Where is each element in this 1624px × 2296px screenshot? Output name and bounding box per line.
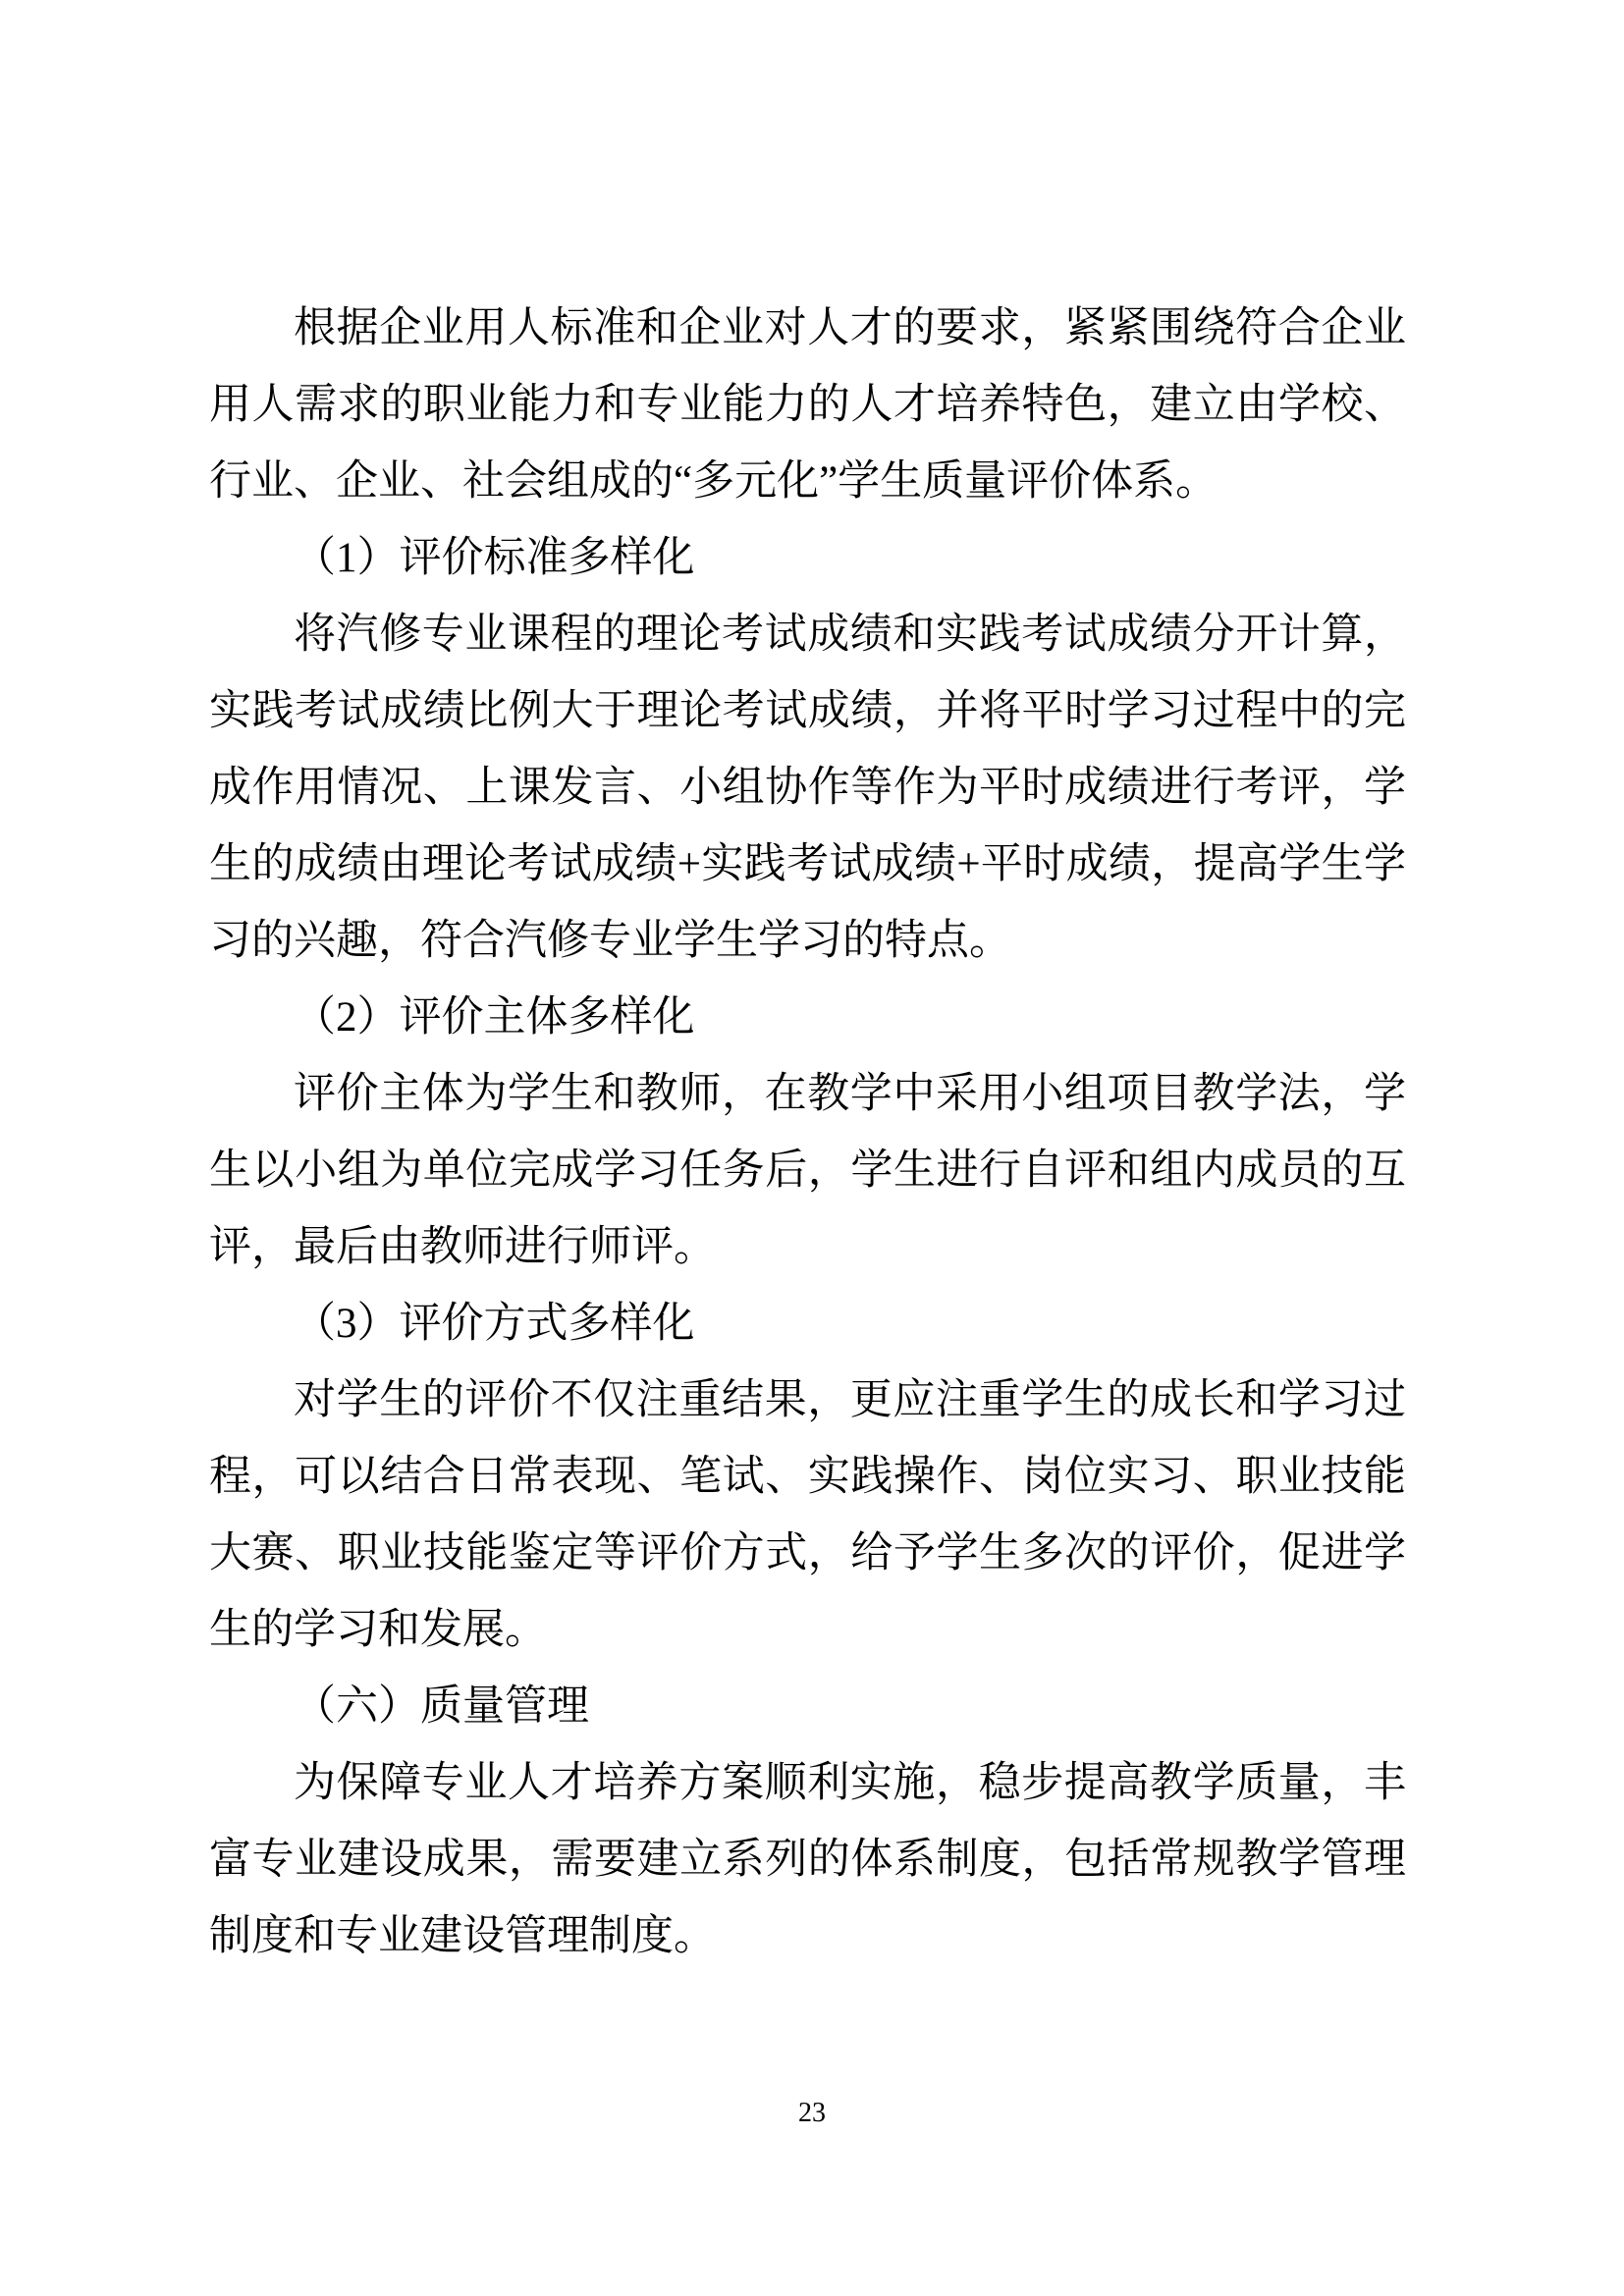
text-line: 根据企业用人标准和企业对人才的要求，紧紧围绕符合企业	[294, 305, 1406, 351]
text-line: 生以小组为单位完成学习任务后，学生进行自评和组内成员的互	[209, 1148, 1406, 1194]
text-block	[209, 291, 1406, 1975]
text-line: 大赛、职业技能鉴定等评价方式，给予学生多次的评价，促进学	[209, 1530, 1406, 1576]
section-heading: （六）质量管理	[294, 1683, 589, 1730]
page-number: 23	[798, 2098, 826, 2128]
text-line: 富专业建设成果，需要建立系列的体系制度，包括常规教学管理	[209, 1837, 1406, 1883]
text-line: 为保障专业人才培养方案顺利实施，稳步提高教学质量，丰	[294, 1760, 1406, 1806]
text-line: 习的兴趣，符合汽修专业学生学习的特点。	[209, 918, 1011, 964]
text-line: 成作用情况、上课发言、小组协作等作为平时成绩进行考评，学	[209, 765, 1406, 811]
section-heading: （2）评价主体多样化	[294, 994, 695, 1041]
text-line: 制度和专业建设管理制度。	[209, 1913, 716, 1959]
text-line: 评，最后由教师进行师评。	[209, 1224, 716, 1270]
section-heading: （3）评价方式多样化	[294, 1301, 695, 1347]
text-line: 生的学习和发展。	[209, 1607, 547, 1653]
text-line: 用人需求的职业能力和专业能力的人才培养特色，建立由学校、	[209, 382, 1406, 428]
text-line: 程，可以结合日常表现、笔试、实践操作、岗位实习、职业技能	[209, 1454, 1406, 1500]
text-line: 对学生的评价不仅注重结果，更应注重学生的成长和学习过	[294, 1377, 1406, 1423]
text-line: 评价主体为学生和教师，在教学中采用小组项目教学法，学	[294, 1071, 1406, 1117]
text-line: 实践考试成绩比例大于理论考试成绩，并将平时学习过程中的完	[209, 688, 1406, 734]
section-heading: （1）评价标准多样化	[294, 535, 695, 581]
text-line: 生的成绩由理论考试成绩+实践考试成绩+平时成绩，提高学生学	[209, 841, 1406, 887]
text-line: 将汽修专业课程的理论考试成绩和实践考试成绩分开计算，	[294, 612, 1406, 658]
text-line: 行业、企业、社会组成的“多元化”学生质量评价体系。	[209, 458, 1218, 505]
